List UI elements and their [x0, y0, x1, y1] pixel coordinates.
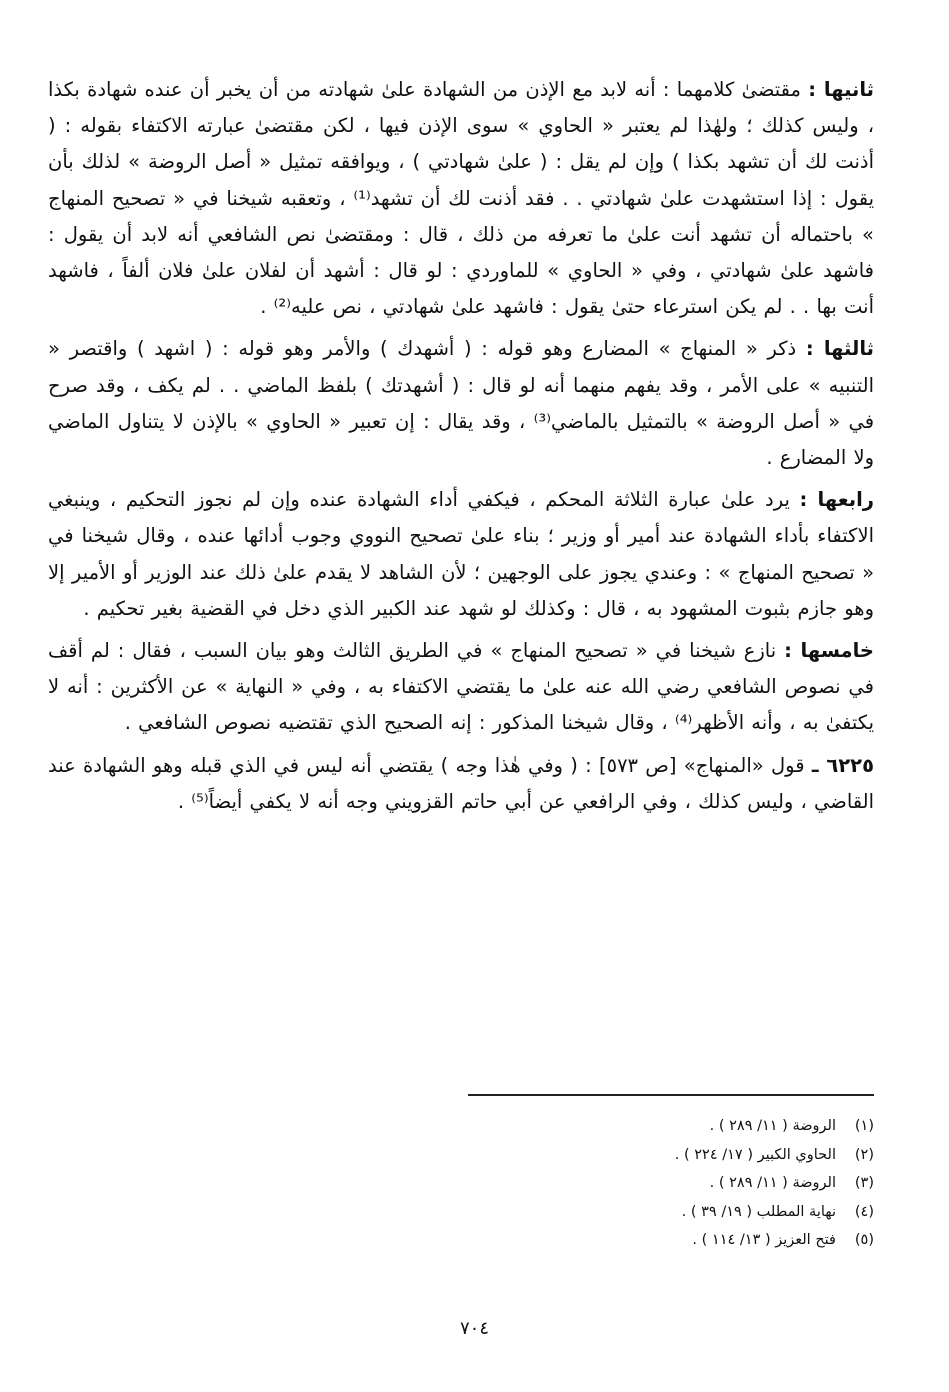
paragraph-fourth — [48, 482, 874, 627]
footnote-number: (٣) — [854, 1175, 874, 1192]
paragraph-fifth — [48, 633, 874, 742]
paragraph-issue-6225 — [48, 748, 874, 820]
paragraph-lead: ٦٢٢٥ ـ — [811, 753, 874, 777]
footnote-number: (١) — [854, 1118, 874, 1134]
footnote-text: نهاية المطلب ( ١٩/ ٣٩ ) . — [681, 1203, 836, 1220]
footnote-text: فتح العزيز ( ١٣/ ١١٤ ) . — [692, 1232, 836, 1249]
paragraph-body: قول «المنهاج» [ص ٥٧٣] : ( وفي هٰذا وجه ) يقتضي أنه ليس في الذي قبله وهو الشهادة عند القاضي ، وليس كذلك ، وفي الرافعي عن أبي حاتم القزويني وجه أنه لا يكفي أيضاً⁽⁵⁾ . — [48, 753, 874, 813]
main-text — [48, 72, 874, 826]
footnote-item — [380, 1169, 874, 1198]
footnote-item — [380, 1226, 874, 1255]
footnote-text: الروضة ( ١١/ ٢٨٩ ) . — [709, 1175, 836, 1192]
paragraph-body: مقتضىٰ كلامهما : أنه لابد مع الإذن من الشهادة علىٰ شهادته من أن يخبر أن عنده شهادة بكذا ، وليس كذلك ؛ ولهٰذا لم يعتبر « الحاوي » سوى الإذن فيها ، لكن مقتضىٰ عبارته الاكتفاء بقوله : ( أذنت لك أن تشهد بكذا ) وإن لم يقل : ( علىٰ شهادتي ) ، ويوافقه تمثيل « أصل الروضة » لذلك بأن يقول : إذا استشهدت علىٰ شهادتي . . فقد أذنت لك أن تشهد⁽¹⁾ ، وتعقبه شيخنا في « تصحيح المنهاج » باحتماله أن تشهد أنت علىٰ ما تعرفه من ذلك ، قال : ومقتضىٰ نص الشافعي أنه لابد أن يقول : فاشهد علىٰ شهادتي ، وفي « الحاوي » للماوردي : لو قال : أشهد أن لفلان علىٰ فلان ألفاً ، فاشهد أنت بها . . لم يكن استرعاء حتىٰ يقول : فاشهد علىٰ شهادتي ، نص عليه⁽²⁾ . — [48, 78, 875, 319]
footnotes — [380, 1112, 874, 1255]
footnote-item — [380, 1141, 874, 1170]
footnote-number: (٥) — [854, 1232, 874, 1249]
paragraph-body: ذكر « المنهاج » المضارع وهو قوله : ( أشهدك ) والأمر وهو قوله : ( اشهد ) واقتصر « التنبيه » على الأمر ، وقد يفهم منهما أنه لو قال : ( أشهدتك ) بلفظ الماضي . . لم يكف ، وقد صرح في « أصل الروضة » بالتمثيل بالماضي⁽³⁾ ، وقد يقال : إن تعبير « الحاوي » بالإذن لا يتناول الماضي ولا المضارع . — [48, 337, 875, 470]
paragraph-lead: ثانيها : — [808, 78, 874, 101]
paragraph-lead: ثالثها : — [805, 337, 874, 361]
paragraph-third — [48, 331, 874, 476]
footnote-text: الروضة ( ١١/ ٢٨٩ ) . — [709, 1118, 836, 1134]
footnote-text: الحاوي الكبير ( ١٧/ ٢٢٤ ) . — [674, 1146, 836, 1163]
footnote-number: (٤) — [854, 1203, 874, 1220]
footnote-number: (٢) — [854, 1146, 874, 1163]
paragraph-body: نازع شيخنا في « تصحيح المنهاج » في الطريق الثالث وهو بيان السبب ، فقال : لم أقف في نصوص الشافعي رضي الله عنه علىٰ ما يقتضي الاكتفاء به ، وفي « النهاية » عن الأكثرين : أنه لا يكتفىٰ به ، وأنه الأظهر⁽⁴⁾ ، وقال شيخنا المذكور : إنه الصحيح الذي تقتضيه نصوص الشافعي . — [48, 639, 874, 735]
footnote-item — [380, 1112, 874, 1141]
paragraph-second — [48, 72, 874, 325]
page-number: ٧٠٤ — [459, 1318, 489, 1339]
footnote-item — [380, 1198, 874, 1227]
paragraph-lead: رابعها : — [799, 488, 874, 512]
paragraph-lead: خامسها : — [784, 639, 874, 663]
paragraph-body: يرد علىٰ عبارة الثلاثة المحكم ، فيكفي أداء الشهادة عنده وإن لم نجوز التحكيم ، وينبغي الاكتفاء بأداء الشهادة عند أمير أو وزير ؛ بناء علىٰ تصحيح النووي وجوب أدائها عنده ، وقال شيخنا في « تصحيح المنهاج » : وعندي يجوز على الوجهين ؛ لأن الشاهد لا يقدم علىٰ ذلك عند الوزير أو الأمير إلا وهو جازم بثبوت المشهود به ، قال : وكذلك لو شهد عند الكبير الذي دخل في القضية بغير تحكيم . — [48, 488, 874, 620]
footnote-divider — [468, 1094, 874, 1096]
